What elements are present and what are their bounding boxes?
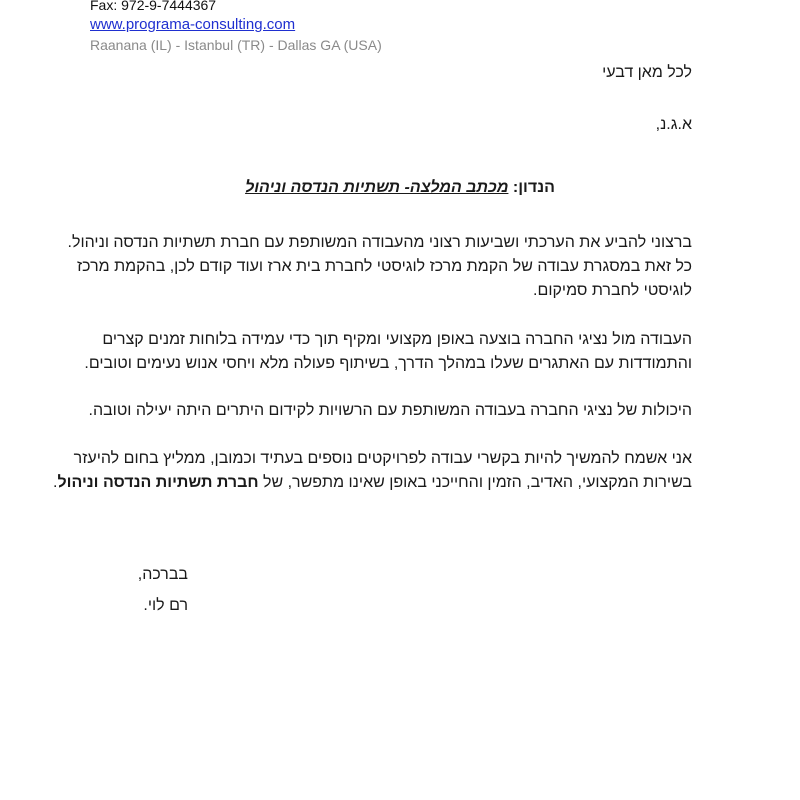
- paragraph-line: לוגיסטי לחברת סמיקום.: [533, 282, 692, 299]
- subject-title: מכתב המלצה- תשתיות הנדסה וניהול: [245, 179, 509, 196]
- paragraph-line: היכולות של נציגי החברה בעבודה המשותפת עם הרשויות לקידום היתרים היתה יעילה וטובה.: [88, 402, 692, 419]
- paragraph-line: [53, 471, 692, 495]
- letterhead: [90, 0, 490, 55]
- salutation: א.ג.נ,: [655, 116, 692, 133]
- paragraph-line: ברצוני להביע את הערכתי ושביעות רצוני מהעבודה המשותפת עם חברת תשתיות הנדסה וניהול.: [67, 234, 692, 251]
- sentence-end: .: [53, 474, 58, 491]
- website-link[interactable]: [90, 15, 490, 35]
- greeting: לכל מאן דבעי: [602, 64, 692, 81]
- recommendation-text: בשירות המקצועי, האדיב, הזמין והחייכני באופן שאינו מתפשר, של: [263, 474, 692, 491]
- subject-label: הנדון:: [512, 179, 555, 196]
- fax-number: Fax: 972-9-7444367: [90, 0, 217, 13]
- paragraph-line: העבודה מול נציגי החברה בוצעה באופן מקצועי ומקיף תוך כדי עמידה בלוחות זמנים קצרים: [102, 331, 692, 348]
- paragraph-line: והתמודדות עם האתגרים שעלו במהלך הדרך, בשיתוף פעולה מלא ויחסי אנוש נעימים וטובים.: [84, 355, 692, 372]
- subject-line: [0, 179, 800, 197]
- paragraph-work-quality: [84, 328, 692, 376]
- paragraph-line: אני אשמח להמשיך להיות בקשרי עבודה לפרויקטים נוספים בעתיד וכמובן, ממליץ בחום להיעזר: [73, 450, 692, 467]
- signature-name: רם לוי.: [143, 597, 188, 614]
- company-name: חברת תשתיות הנדסה וניהול: [57, 474, 259, 491]
- paragraph-appreciation: [67, 231, 692, 303]
- website-link-text[interactable]: www.programa-consulting.com: [90, 16, 296, 33]
- paragraph-recommendation: [53, 447, 692, 495]
- paragraph-authorities: [88, 399, 692, 423]
- closing-phrase: בברכה,: [137, 566, 188, 583]
- office-locations: Raanana (IL) - Istanbul (TR) - Dallas GA (USA): [90, 37, 382, 53]
- paragraph-line: כל זאת במסגרת עבודה של הקמת מרכז לוגיסטי לחברת בית ארז ועוד קודם לכן, בהקמת מרכז: [76, 258, 692, 275]
